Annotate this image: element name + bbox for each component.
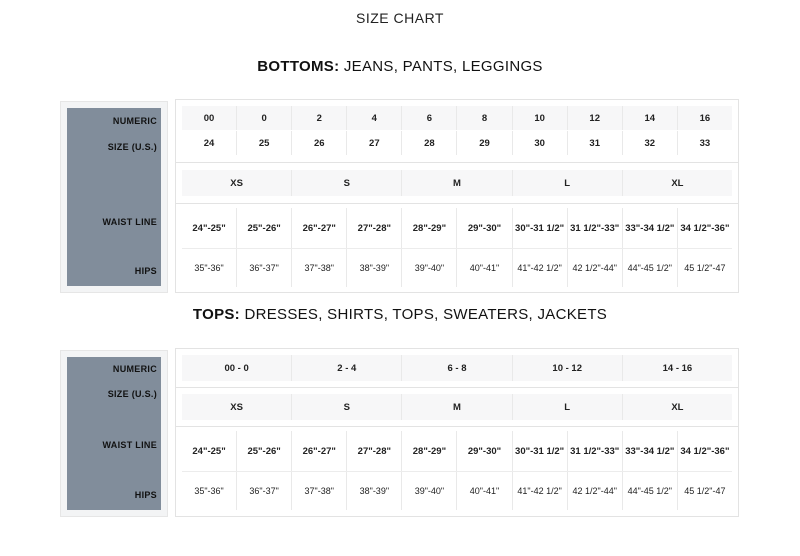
divider — [176, 387, 738, 388]
letter-size-cell: XL — [671, 401, 684, 413]
numeric-size-cell: 10 - 12 — [513, 355, 623, 381]
us-size-cell: 25 — [237, 131, 292, 155]
us-size-cell: 29 — [457, 131, 512, 155]
hips-measurement-cell: 36"-37" — [237, 472, 292, 510]
numeric-size-cell: 14 - 16 — [662, 362, 693, 374]
letter-size-cell: M — [402, 394, 512, 420]
numeric-size-cell: 2 — [292, 106, 347, 130]
bottoms-heading-rest: JEANS, PANTS, LEGGINGS — [339, 58, 543, 75]
tops-heading-bold: TOPS: — [192, 306, 240, 323]
waist-measurement-cell: 27"-28" — [347, 431, 402, 471]
page-title: SIZE CHART — [356, 10, 444, 26]
hips-measurement-cell: 35"-36" — [182, 249, 237, 287]
bottoms-label-panel — [60, 101, 168, 293]
us-size-cell: 33 — [699, 137, 711, 149]
us-size-cell: 28 — [402, 131, 457, 155]
hips-measurement-cell: 41"-42 1/2" — [513, 249, 568, 287]
waist-measurement-cell: 30"-31 1/2" — [513, 208, 568, 248]
letter-size-cell: L — [513, 394, 623, 420]
tops-label-numeric: NUMERIC — [112, 364, 157, 374]
divider — [176, 162, 738, 163]
numeric-size-cell: 10 — [513, 106, 568, 130]
numeric-size-cell: 12 — [568, 106, 623, 130]
letter-size-cell: S — [292, 170, 402, 196]
hips-measurement-cell: 39"-40" — [402, 472, 457, 510]
numeric-size-cell: 6 - 8 — [402, 355, 512, 381]
bottoms-letter-row — [182, 170, 732, 196]
hips-measurement-cell: 36"-37" — [237, 249, 292, 287]
bottoms-waist-row — [182, 208, 732, 248]
tops-numeric-row — [182, 355, 732, 381]
hips-measurement-cell: 45 1/2"-47 — [684, 262, 726, 273]
tops-letter-row — [182, 394, 732, 420]
waist-measurement-cell: 24"-25" — [182, 431, 237, 471]
bottoms-size-table — [175, 99, 739, 293]
letter-size-cell: S — [292, 394, 402, 420]
us-size-cell: 26 — [292, 131, 347, 155]
tops-label-waist: WAIST LINE — [102, 440, 157, 450]
tops-size-table — [175, 348, 739, 517]
letter-size-cell: XS — [182, 170, 292, 196]
waist-measurement-cell: 34 1/2"-36" — [680, 222, 730, 234]
waist-measurement-cell: 25"-26" — [237, 431, 292, 471]
numeric-size-cell: 6 — [402, 106, 457, 130]
hips-measurement-cell: 35"-36" — [182, 472, 237, 510]
waist-measurement-cell: 34 1/2"-36" — [680, 445, 730, 457]
us-size-cell: 32 — [623, 131, 678, 155]
bottoms-label-size-us: SIZE (U.S.) — [107, 142, 157, 152]
waist-measurement-cell: 24"-25" — [182, 208, 237, 248]
hips-measurement-cell: 38"-39" — [347, 472, 402, 510]
hips-measurement-cell: 40"-41" — [457, 249, 512, 287]
letter-size-cell: XS — [182, 394, 292, 420]
tops-heading-rest: DRESSES, SHIRTS, TOPS, SWEATERS, JACKETS — [239, 306, 608, 323]
tops-waist-row — [182, 431, 732, 471]
waist-measurement-cell: 31 1/2"-33" — [568, 208, 623, 248]
waist-measurement-cell: 30"-31 1/2" — [513, 431, 568, 471]
letter-size-cell: XL — [671, 177, 684, 189]
hips-measurement-cell: 41"-42 1/2" — [513, 472, 568, 510]
us-size-cell: 31 — [568, 131, 623, 155]
tops-label-background — [67, 357, 161, 510]
hips-measurement-cell: 44"-45 1/2" — [623, 249, 678, 287]
numeric-size-cell: 00 — [182, 106, 237, 130]
waist-measurement-cell: 33"-34 1/2" — [623, 431, 678, 471]
bottoms-hips-row — [182, 249, 732, 287]
us-size-cell: 30 — [513, 131, 568, 155]
waist-measurement-cell: 26"-27" — [292, 431, 347, 471]
us-size-cell: 27 — [347, 131, 402, 155]
tops-heading — [0, 306, 800, 323]
letter-size-cell: M — [402, 170, 512, 196]
hips-measurement-cell: 39"-40" — [402, 249, 457, 287]
hips-measurement-cell: 42 1/2"-44" — [568, 472, 623, 510]
waist-measurement-cell: 33"-34 1/2" — [623, 208, 678, 248]
hips-measurement-cell: 40"-41" — [457, 472, 512, 510]
tops-hips-row — [182, 472, 732, 510]
numeric-size-cell: 14 — [623, 106, 678, 130]
numeric-size-cell: 2 - 4 — [292, 355, 402, 381]
bottoms-label-numeric: NUMERIC — [112, 116, 157, 126]
divider — [176, 203, 738, 204]
waist-measurement-cell: 28"-29" — [402, 431, 457, 471]
hips-measurement-cell: 42 1/2"-44" — [568, 249, 623, 287]
waist-measurement-cell: 25"-26" — [237, 208, 292, 248]
numeric-size-cell: 00 - 0 — [182, 355, 292, 381]
bottoms-label-hips: HIPS — [134, 266, 157, 276]
bottoms-label-background — [67, 108, 161, 286]
hips-measurement-cell: 38"-39" — [347, 249, 402, 287]
numeric-size-cell: 8 — [457, 106, 512, 130]
numeric-size-cell: 16 — [699, 112, 711, 124]
waist-measurement-cell: 27"-28" — [347, 208, 402, 248]
tops-label-panel — [60, 350, 168, 517]
letter-size-cell: L — [513, 170, 623, 196]
numeric-size-cell: 0 — [237, 106, 292, 130]
us-size-cell: 24 — [182, 131, 237, 155]
bottoms-numeric-row — [182, 106, 732, 130]
divider — [176, 426, 738, 427]
bottoms-heading-bold: BOTTOMS: — [257, 58, 340, 75]
bottoms-size-us-row — [182, 131, 732, 155]
hips-measurement-cell: 44"-45 1/2" — [623, 472, 678, 510]
waist-measurement-cell: 26"-27" — [292, 208, 347, 248]
waist-measurement-cell: 29"-30" — [457, 208, 512, 248]
waist-measurement-cell: 31 1/2"-33" — [568, 431, 623, 471]
waist-measurement-cell: 28"-29" — [402, 208, 457, 248]
hips-measurement-cell: 37"-38" — [292, 249, 347, 287]
numeric-size-cell: 4 — [347, 106, 402, 130]
tops-label-hips: HIPS — [134, 490, 157, 500]
tops-label-size-us: SIZE (U.S.) — [107, 389, 157, 399]
bottoms-label-waist: WAIST LINE — [102, 217, 157, 227]
bottoms-heading — [0, 58, 800, 75]
waist-measurement-cell: 29"-30" — [457, 431, 512, 471]
hips-measurement-cell: 37"-38" — [292, 472, 347, 510]
hips-measurement-cell: 45 1/2"-47 — [684, 485, 726, 496]
